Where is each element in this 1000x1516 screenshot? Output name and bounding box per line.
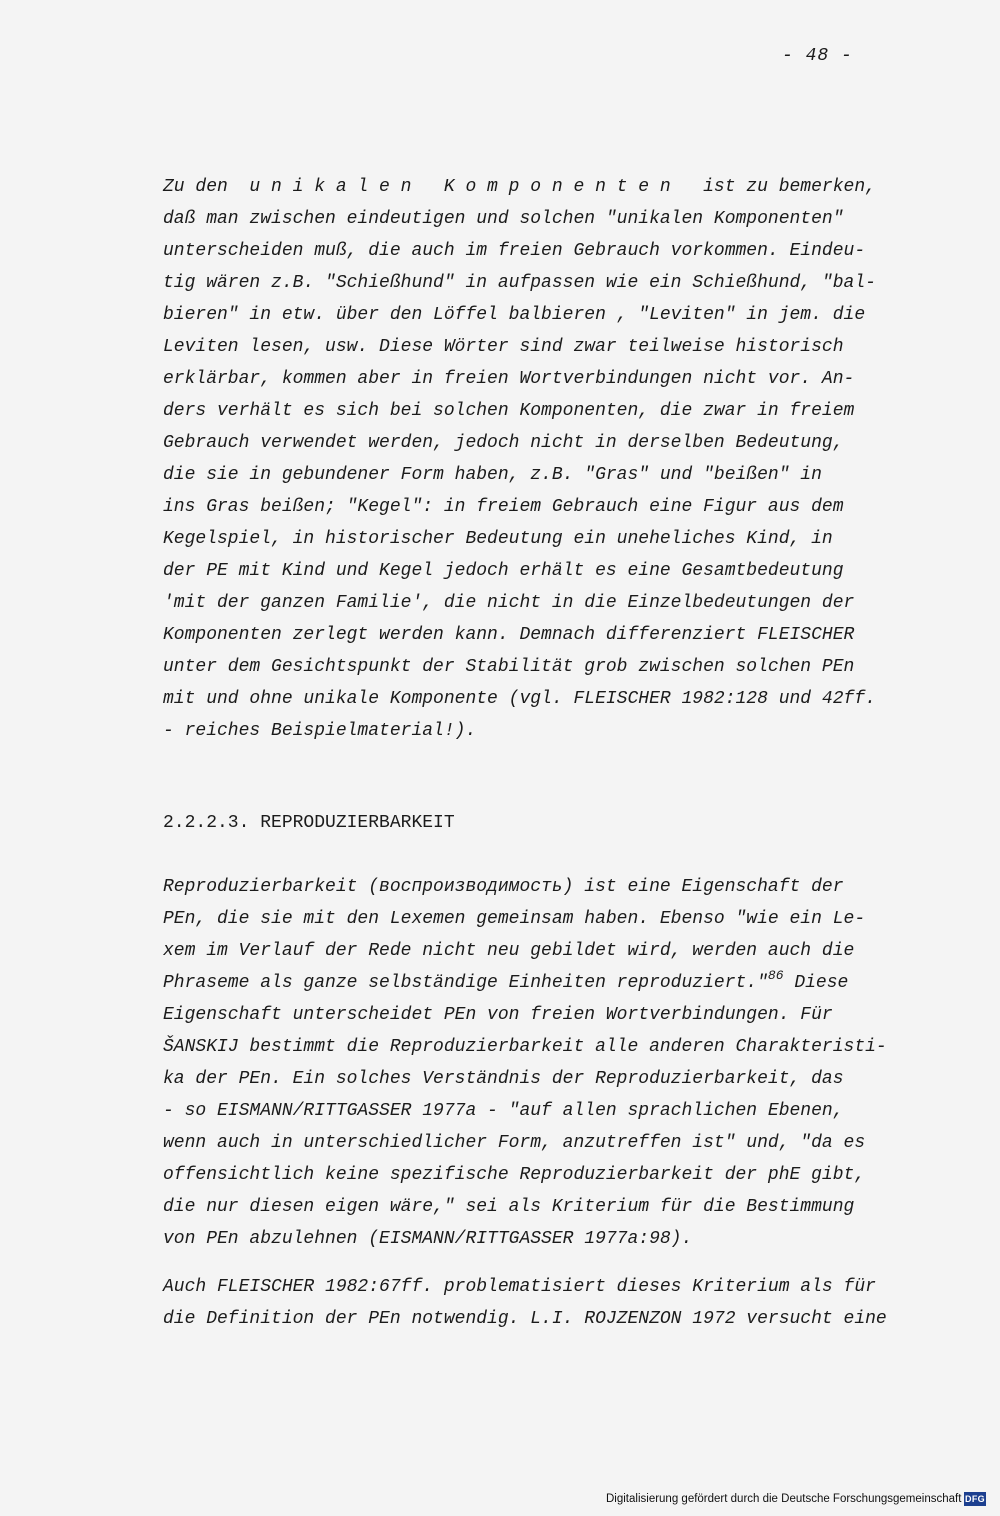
footnote-marker: 86 bbox=[767, 968, 784, 983]
page-number: - 48 - bbox=[782, 46, 853, 66]
text-line: xem im Verlauf der Rede nicht neu gebildet wird, werden auch die bbox=[163, 941, 855, 961]
text-line: die Definition der PEn notwendig. L.I. ROJZENZON 1972 versucht eine bbox=[163, 1309, 887, 1329]
text-line: Eigenschaft unterscheidet PEn von freien Wortverbindungen. Für bbox=[163, 1005, 833, 1025]
text-line: PEn, die sie mit den Lexemen gemeinsam haben. Ebenso "wie ein Le- bbox=[163, 909, 866, 929]
text-line: Reproduzierbarkeit (воспроизводимость) ist eine Eigenschaft der bbox=[163, 877, 844, 897]
text-line: - reiches Beispielmaterial!). bbox=[163, 721, 477, 741]
text-line: Auch FLEISCHER 1982:67ff. problematisiert dieses Kriterium als für bbox=[163, 1277, 876, 1297]
text-line: von PEn abzulehnen (EISMANN/RITTGASSER 1977a:98). bbox=[163, 1229, 693, 1249]
text-line: ders verhält es sich bei solchen Komponenten, die zwar in freiem bbox=[163, 401, 855, 421]
text-line: unter dem Gesichtspunkt der Stabilität grob zwischen solchen PEn bbox=[163, 657, 855, 677]
digitization-footer: Digitalisierung gefördert durch die Deutsche Forschungsgemeinschaft bbox=[606, 1493, 962, 1505]
text-line: Komponenten zerlegt werden kann. Demnach differenziert FLEISCHER bbox=[163, 625, 855, 645]
text-line: wenn auch in unterschiedlicher Form, anzutreffen ist" und, "da es bbox=[163, 1133, 866, 1153]
text-line: unterscheiden muß, die auch im freien Gebrauch vorkommen. Eindeu- bbox=[163, 241, 866, 261]
text-line: die sie in gebundener Form haben, z.B. "Gras" und "beißen" in bbox=[163, 465, 822, 485]
section-heading: 2.2.2.3. REPRODUZIERBARKEIT bbox=[163, 813, 455, 833]
text-line-with-footnote bbox=[163, 968, 849, 994]
text-line: Leviten lesen, usw. Diese Wörter sind zwar teilweise historisch bbox=[163, 337, 844, 357]
text-segment: Phraseme als ganze selbständige Einheiten reproduziert." bbox=[163, 973, 768, 993]
text-line: die nur diesen eigen wäre," sei als Kriterium für die Bestimmung bbox=[163, 1197, 855, 1217]
dfg-logo: DFG bbox=[965, 1494, 985, 1504]
text-line: ka der PEn. Ein solches Verständnis der Reproduzierbarkeit, das bbox=[163, 1069, 844, 1089]
text-line: Zu den u n i k a l e n K o m p o n e n t e n ist zu bemerken, bbox=[163, 177, 876, 197]
text-line: tig wären z.B. "Schießhund" in aufpassen wie ein Schießhund, "bal- bbox=[163, 273, 876, 293]
text-line: Gebrauch verwendet werden, jedoch nicht in derselben Bedeutung, bbox=[163, 433, 844, 453]
text-line: erklärbar, kommen aber in freien Wortverbindungen nicht vor. An- bbox=[163, 369, 855, 389]
text-line: ins Gras beißen; "Kegel": in freiem Gebrauch eine Figur aus dem bbox=[163, 497, 844, 517]
text-line: Kegelspiel, in historischer Bedeutung ein uneheliches Kind, in bbox=[163, 529, 833, 549]
text-line: - so EISMANN/RITTGASSER 1977a - "auf allen sprachlichen Ebenen, bbox=[163, 1101, 844, 1121]
text-line: der PE mit Kind und Kegel jedoch erhält es eine Gesamtbedeutung bbox=[163, 561, 844, 581]
text-segment: Diese bbox=[783, 973, 849, 993]
text-line: offensichtlich keine spezifische Reproduzierbarkeit der phE gibt, bbox=[163, 1165, 866, 1185]
text-line: daß man zwischen eindeutigen und solchen "unikalen Komponenten" bbox=[163, 209, 844, 229]
text-line: bieren" in etw. über den Löffel balbieren , "Leviten" in jem. die bbox=[163, 305, 866, 325]
text-line: ŠANSKIJ bestimmt die Reproduzierbarkeit alle anderen Charakteristi- bbox=[163, 1037, 887, 1057]
text-line: 'mit der ganzen Familie', die nicht in die Einzelbedeutungen der bbox=[163, 593, 855, 613]
text-line: mit und ohne unikale Komponente (vgl. FLEISCHER 1982:128 und 42ff. bbox=[163, 689, 876, 709]
